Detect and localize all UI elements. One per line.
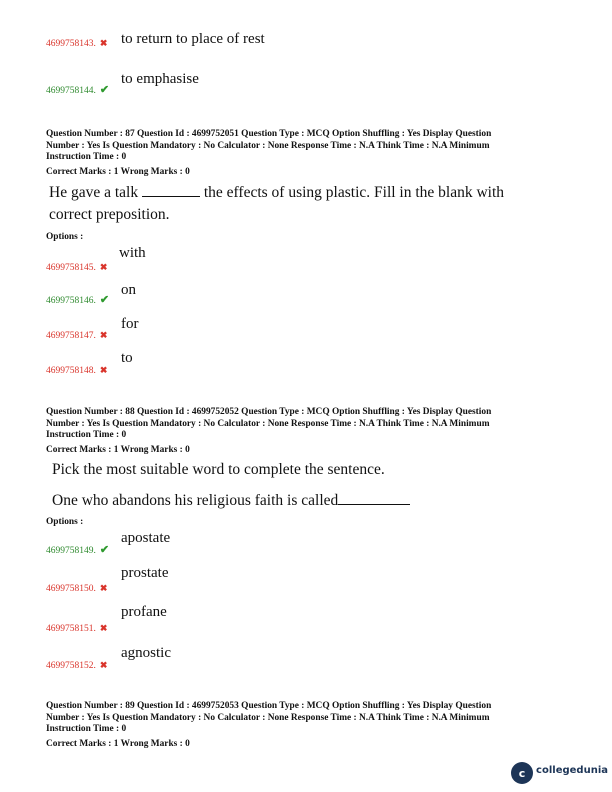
- meta-line: Instruction Time : 0: [46, 430, 127, 441]
- option-id: 4699758148.: [46, 366, 96, 376]
- option-row: [46, 290, 110, 308]
- meta-line: Question Number : 87 Question Id : 4699752051 Question Type : MCQ Option Shuffling : Yes Display Question: [46, 129, 492, 139]
- option-text: to emphasise: [121, 71, 199, 87]
- option-id: 4699758151.: [46, 624, 96, 634]
- question-text-part: He gave a talk: [49, 184, 139, 201]
- option-row: [46, 33, 110, 51]
- option-text: profane: [121, 604, 167, 620]
- option-id: 4699758150.: [46, 584, 96, 594]
- collegedunia-logo-icon: c: [511, 762, 533, 784]
- option-id: 4699758147.: [46, 331, 96, 341]
- option-id: 4699758146.: [46, 296, 96, 306]
- question-text: [52, 492, 410, 510]
- option-id: 4699758144.: [46, 86, 96, 96]
- option-text: with: [119, 245, 146, 261]
- option-row: [46, 360, 110, 378]
- option-text: to: [121, 350, 133, 366]
- option-row: [46, 257, 110, 275]
- wrong-mark-icon: ✖: [99, 330, 108, 340]
- wrong-mark-icon: ✖: [99, 623, 108, 633]
- option-row: [46, 618, 110, 636]
- question-text: [49, 184, 504, 202]
- collegedunia-logo: [511, 762, 608, 784]
- meta-line: Instruction Time : 0: [46, 152, 127, 163]
- wrong-mark-icon: ✖: [99, 365, 108, 375]
- answer-blank: [142, 184, 200, 197]
- option-id: 4699758152.: [46, 661, 96, 671]
- correct-check-icon: ✔: [99, 294, 110, 306]
- answer-blank: [338, 492, 410, 505]
- option-text: agnostic: [121, 645, 171, 661]
- wrong-mark-icon: ✖: [99, 583, 108, 593]
- correct-check-icon: ✔: [99, 544, 110, 556]
- option-id: 4699758145.: [46, 263, 96, 273]
- question-text-part: One who abandons his religious faith is called: [52, 492, 339, 509]
- correct-check-icon: ✔: [99, 84, 110, 96]
- logo-text: collegedunia: [536, 764, 608, 776]
- option-text: prostate: [121, 565, 169, 581]
- meta-line: Number : Yes Is Question Mandatory : No Calculator : None Response Time : N.A Think Time : N.A Minimum: [46, 418, 490, 429]
- meta-line: Number : Yes Is Question Mandatory : No Calculator : None Response Time : N.A Think Time : N.A Minimum: [46, 140, 490, 151]
- option-row: [46, 578, 110, 596]
- option-row: [46, 655, 110, 673]
- option-text: apostate: [121, 530, 171, 546]
- logo-tagline: [536, 776, 608, 781]
- question-text-line: correct preposition.: [49, 206, 170, 223]
- wrong-mark-icon: ✖: [99, 262, 108, 272]
- option-text: for: [121, 316, 139, 332]
- question-text-line: Pick the most suitable word to complete the sentence.: [52, 461, 385, 478]
- options-label: Options :: [46, 517, 84, 527]
- question-meta: [46, 129, 568, 164]
- option-id: 4699758143.: [46, 39, 96, 49]
- question-meta: [46, 407, 568, 442]
- meta-line: Question Number : 88 Question Id : 4699752052 Question Type : MCQ Option Shuffling : Yes Display Question: [46, 407, 492, 417]
- question-meta: [46, 701, 568, 736]
- option-row: [46, 325, 110, 343]
- question-marks: Correct Marks : 1 Wrong Marks : 0: [46, 739, 190, 749]
- option-text: on: [121, 282, 136, 298]
- question-text-part: the effects of using plastic. Fill in the blank with: [203, 184, 505, 201]
- question-marks: Correct Marks : 1 Wrong Marks : 0: [46, 167, 190, 177]
- option-id: 4699758149.: [46, 546, 96, 556]
- option-row: [46, 80, 110, 98]
- wrong-mark-icon: ✖: [99, 660, 108, 670]
- options-label: Options :: [46, 232, 84, 242]
- question-marks: Correct Marks : 1 Wrong Marks : 0: [46, 445, 190, 455]
- meta-line: Question Number : 89 Question Id : 4699752053 Question Type : MCQ Option Shuffling : Yes Display Question: [46, 701, 492, 711]
- wrong-mark-icon: ✖: [99, 38, 108, 48]
- option-row: [46, 540, 110, 558]
- meta-line: Instruction Time : 0: [46, 724, 127, 735]
- option-text: to return to place of rest: [121, 31, 265, 47]
- meta-line: Number : Yes Is Question Mandatory : No Calculator : None Response Time : N.A Think Time : N.A Minimum: [46, 712, 490, 723]
